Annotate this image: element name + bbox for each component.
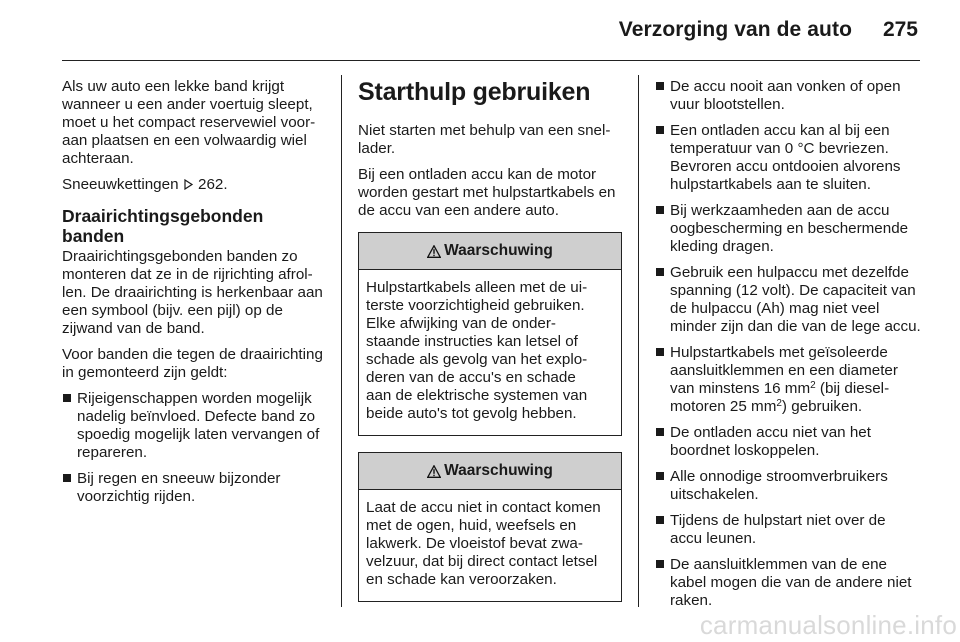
reverse-mounted-paragraph: Voor banden die tegen de draairichting in gemonteerd zijn geldt: bbox=[62, 346, 323, 381]
list-item-text: Tijdens de hulpstart niet over de accu leunen. bbox=[670, 512, 886, 547]
jump-start-paragraph-2: Bij een ontladen accu kan de motor worden gestart met hulpstartkabels en de accu van een andere auto. bbox=[358, 166, 616, 219]
warning-triangle-icon bbox=[427, 465, 441, 478]
snow-chains-page-ref: 262. bbox=[198, 176, 228, 193]
page-reference-arrow-icon bbox=[183, 179, 194, 190]
warning-body bbox=[359, 490, 621, 601]
list-item-text: De ontladen accu niet van het boordnet loskoppelen. bbox=[670, 424, 871, 459]
warning-line: aan de elektrische systemen van bbox=[366, 387, 588, 404]
column-middle bbox=[358, 78, 622, 618]
list-item bbox=[655, 202, 921, 256]
warning-title: Waarschuwing bbox=[444, 462, 553, 479]
warning-line: velzuur, dat bij direct contact letsel bbox=[366, 553, 598, 570]
list-item bbox=[655, 512, 921, 548]
list-item-text: Een ontladen accu kan al bij een temperatuur van 0 °C bevriezen. Bevroren accu ontdooien alvorens hulpstartkabels aan te sluiten. bbox=[670, 122, 901, 193]
list-item bbox=[655, 78, 921, 114]
warning-header bbox=[359, 453, 621, 490]
directional-tyres-paragraph: Draairichtingsgebonden banden zo monteren dat ze in de rijrichting afrollen. De draairichting is herkenbaar aan een symbool (bijv. een pijl) op de zijwand van de band. bbox=[62, 248, 323, 337]
list-item bbox=[62, 390, 326, 462]
warning-line: Elke afwijking van de onder- bbox=[366, 315, 556, 332]
list-item-text: Gebruik een hulpaccu met dezelfde spanning (12 volt). De capaciteit van de hulpaccu (Ah) mag niet veel minder zijn dan die van de lege accu. bbox=[670, 264, 921, 335]
bullet-square-icon bbox=[656, 428, 664, 436]
warning-line: met de ogen, huid, weefsels en bbox=[366, 517, 577, 534]
warning-line: en schade kan veroorzaken. bbox=[366, 571, 557, 588]
column-divider-right bbox=[638, 75, 639, 607]
warning-line: beide auto's tot gevolg hebben. bbox=[366, 405, 577, 422]
page-number: 275 bbox=[882, 18, 918, 41]
warning-box-acid bbox=[358, 452, 622, 602]
list-item-text bbox=[670, 344, 898, 415]
column-left bbox=[62, 78, 326, 514]
bullet-square-icon bbox=[656, 206, 664, 214]
section-heading-jump-start: Starthulp gebruiken bbox=[358, 78, 591, 106]
running-header-title: Verzorging van de auto bbox=[618, 18, 852, 41]
bullet-square-icon bbox=[656, 268, 664, 276]
superscript: 2 bbox=[776, 398, 782, 409]
warning-line: deren van de accu's en schade bbox=[366, 369, 576, 386]
warning-line: terste voorzichtigheid gebruiken. bbox=[366, 297, 585, 314]
column-divider-left bbox=[341, 75, 342, 607]
column-right bbox=[655, 78, 921, 618]
snow-chains-text: Sneeuwkettingen bbox=[62, 176, 179, 193]
warning-line: Laat de accu niet in contact komen bbox=[366, 499, 601, 516]
list-item bbox=[655, 556, 921, 610]
intro-paragraph: Als uw auto een lekke band krijgt wanneer u een ander voertuig sleept, moet u het compact reservewiel vooraan plaatsen en een volwaardig wiel achteraan. bbox=[62, 78, 316, 167]
superscript: 2 bbox=[810, 380, 816, 391]
warning-line: Hulpstartkabels alleen met de ui- bbox=[366, 279, 588, 296]
bullet-square-icon bbox=[656, 348, 664, 356]
warning-line: staande instructies kan letsel of bbox=[366, 333, 578, 350]
list-item-text: Alle onnodige stroomverbruikers uitschakelen. bbox=[670, 468, 888, 503]
list-item-text: Rijeigenschappen worden mogelijk nadelig beïnvloed. Defecte band zo spoedig mogelijk laten vervangen of repareren. bbox=[77, 390, 320, 461]
bullet-square-icon bbox=[656, 560, 664, 568]
warning-body bbox=[359, 270, 621, 435]
warning-triangle-icon bbox=[427, 245, 441, 258]
bullet-square-icon bbox=[656, 516, 664, 524]
list-item-text: Bij regen en sneeuw bijzonder voorzichtig rijden. bbox=[77, 470, 281, 505]
warning-header bbox=[359, 233, 621, 270]
cable-text-c: ) gebruiken. bbox=[781, 398, 863, 415]
bullet-square-icon bbox=[656, 472, 664, 480]
cable-text-a: Hulpstartkabels met geïsoleerde aansluitklemmen en een diameter van minstens 16 mm bbox=[670, 344, 898, 397]
warning-line: lakwerk. De vloeistof bevat zwa- bbox=[366, 535, 583, 552]
snow-chains-reference bbox=[62, 176, 326, 194]
warning-box-cables bbox=[358, 232, 622, 436]
list-item-text: De aansluitklemmen van de ene kabel mogen die van de andere niet raken. bbox=[670, 556, 912, 609]
list-item bbox=[655, 424, 921, 460]
jump-start-paragraph-1: Niet starten met behulp van een snellader. bbox=[358, 122, 611, 157]
list-item bbox=[62, 470, 326, 506]
header-rule bbox=[62, 60, 920, 61]
bullet-square-icon bbox=[63, 394, 71, 402]
list-item bbox=[655, 344, 921, 416]
bullet-square-icon bbox=[656, 126, 664, 134]
warning-line: schade als gevolg van het explo- bbox=[366, 351, 588, 368]
list-item-text: Bij werkzaamheden aan de accu oogbescherming en beschermende kleding dragen. bbox=[670, 202, 909, 255]
list-item bbox=[655, 468, 921, 504]
list-item bbox=[655, 122, 921, 194]
bullet-square-icon bbox=[63, 474, 71, 482]
cable-text-b: (bij dieselmotoren 25 mm bbox=[670, 380, 890, 415]
warning-title: Waarschuwing bbox=[444, 242, 553, 259]
list-item bbox=[655, 264, 921, 336]
watermark: carmanualsonline.info bbox=[699, 610, 957, 640]
bullet-square-icon bbox=[656, 82, 664, 90]
section-heading-directional-tyres: Draairichtingsgebonden banden bbox=[62, 206, 264, 246]
list-item-text: De accu nooit aan vonken of open vuur blootstellen. bbox=[670, 78, 901, 113]
